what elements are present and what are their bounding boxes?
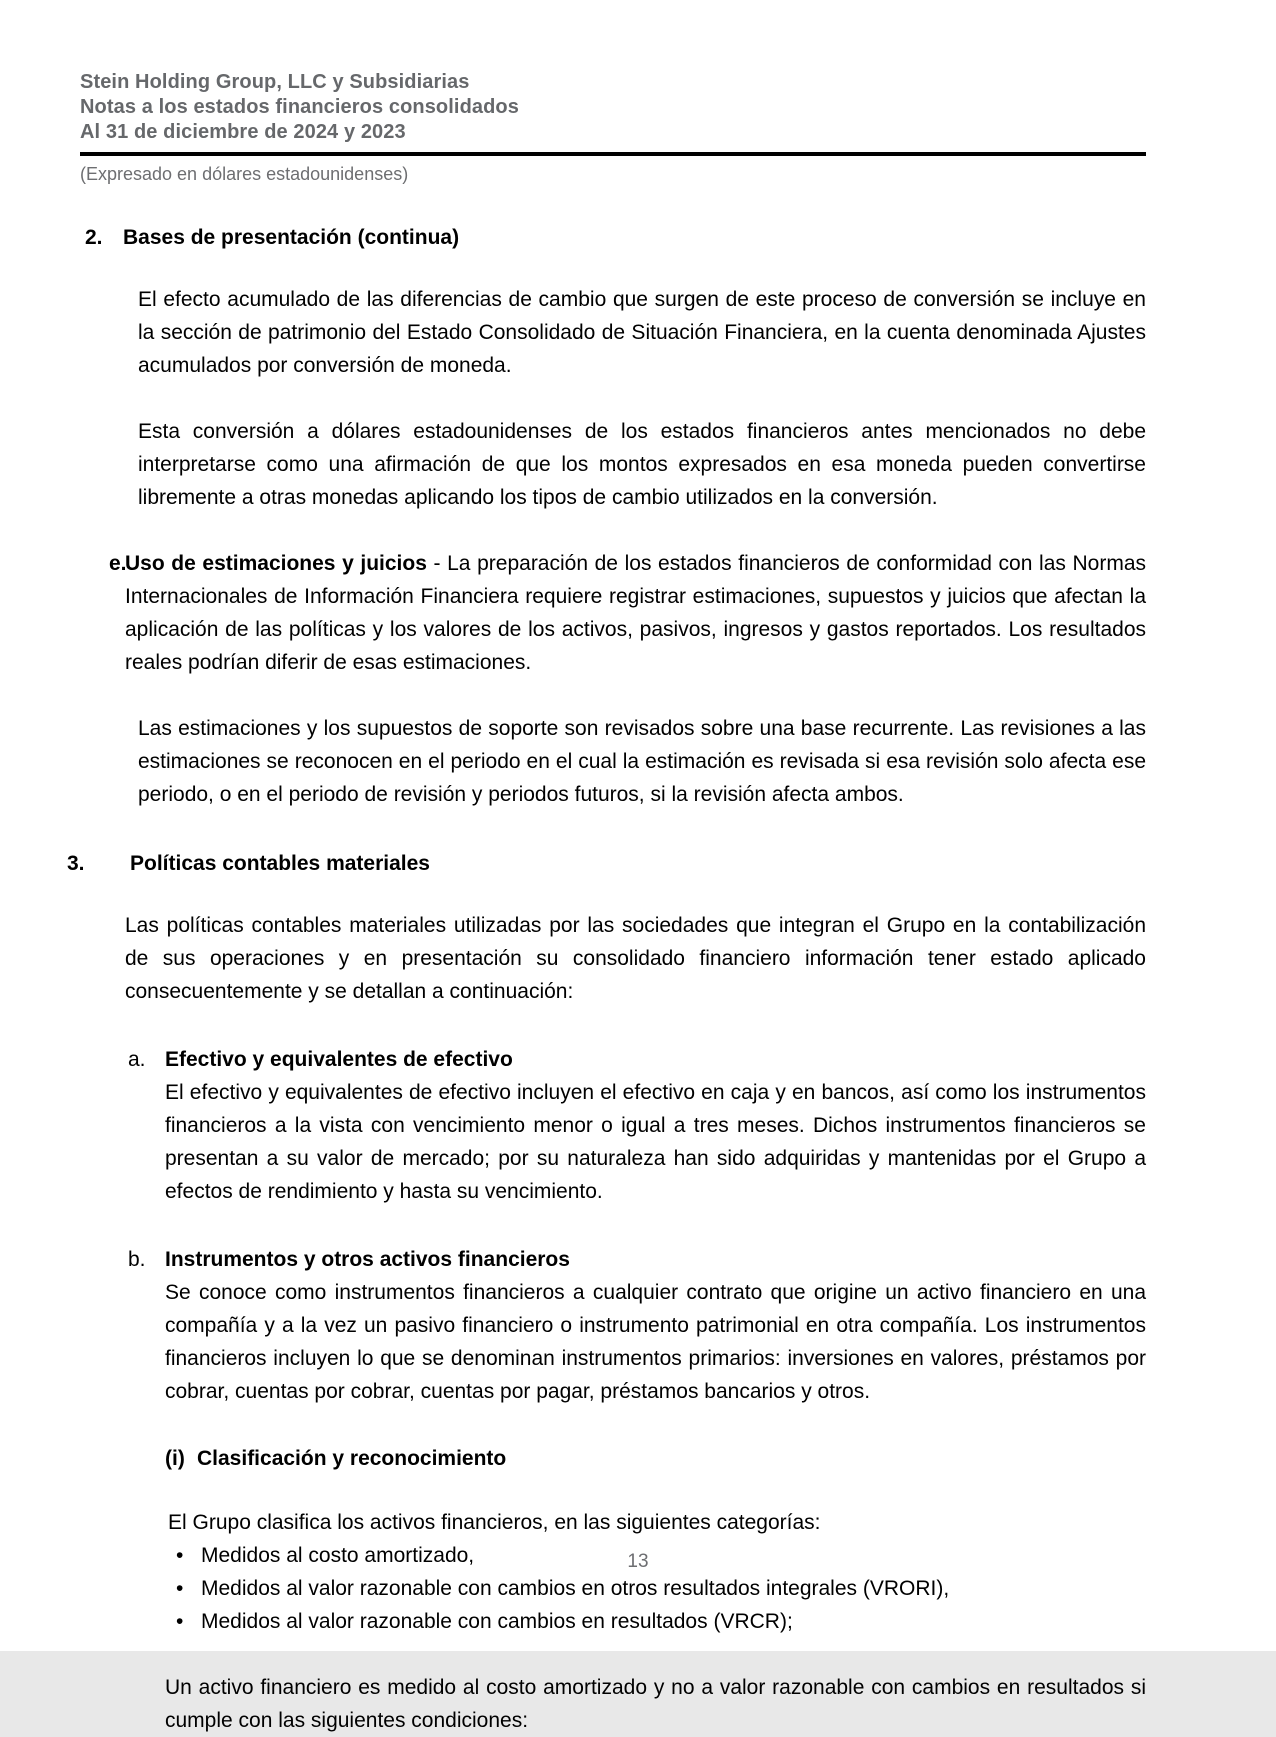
section-2-title: Bases de presentación (continua) [123,226,460,249]
section-3-closing: Un activo financiero es medido al costo amortizado y no a valor razonable con cambios en resultados si cumple con las siguientes condiciones: [165,1676,1146,1732]
document-title: Notas a los estados financieros consolidados [80,96,519,118]
section-3-title: Políticas contables materiales [130,852,430,875]
section-2-item-e [109,547,1146,679]
section-2-paragraph-1: El efecto acumulado de las diferencias de cambio que surgen de este proceso de conversión se incluye en la sección de patrimonio del Estado Consolidado de Situación Financiera, en la cuenta denominada Ajustes acumulados por conversión de moneda. [138,288,1146,377]
item-a-label: a. [128,1048,146,1071]
bullet-text: Medidos al valor razonable con cambios en resultados (VRCR); [201,1610,793,1633]
company-name: Stein Holding Group, LLC y Subsidiarias [80,71,470,93]
subsection-i-heading [165,1446,1146,1471]
section-3-item-b [128,1243,1146,1408]
item-b-label: b. [128,1248,146,1271]
section-3-item-a [128,1043,1146,1208]
list-item [168,1605,1146,1638]
currency-note: (Expresado en dólares estadounidenses) [80,164,409,184]
item-e-text: - La preparación de los estados financieros de conformidad con las Normas Internacionales de Información Financiera requiere registrar estimaciones, supuestos y juicios que afectan la aplicación de las políticas y los valores de los activos, pasivos, ingresos y gastos reportados. Los resultados reales podrían diferir de esas estimaciones. [125,552,1146,674]
section-2-heading [80,225,1146,250]
header-divider [80,152,1146,156]
section-3-heading [67,851,1146,876]
bullet-text: Medidos al valor razonable con cambios en otros resultados integrales (VRORI), [201,1577,950,1600]
bullet-icon: • [176,1577,184,1600]
subsection-i-title: Clasificación y reconocimiento [197,1447,507,1470]
item-a-heading: Efectivo y equivalentes de efectivo [165,1048,513,1071]
document-header [80,70,1146,185]
section-3-intro: Las políticas contables materiales utilizadas por las sociedades que integran el Grupo en la contabilización de sus operaciones y en presentación su consolidado financiero información tener estado aplicado consecuentemente y se detallan a continuación: [125,914,1146,1003]
report-date-line: Al 31 de diciembre de 2024 y 2023 [80,121,406,143]
section-2-number: 2. [85,226,103,249]
item-b-body: Se conoce como instrumentos financieros a cualquier contrato que origine un activo financiero en una compañía y a la vez un pasivo financiero o instrumento patrimonial en otra compañía. Los instrumentos financieros incluyen lo que se denominan instrumentos primarios: inversiones en valores, préstamos por cobrar, cuentas por cobrar, cuentas por pagar, préstamos bancarios y otros. [165,1281,1146,1403]
subsection-i-label: (i) [165,1447,185,1470]
item-b-heading: Instrumentos y otros activos financieros [165,1248,570,1271]
section-2-paragraph-3: Las estimaciones y los supuestos de soporte son revisados sobre una base recurrente. Las revisiones a las estimaciones se reconocen en el periodo en el cual la estimación es revisada si esa revisión solo afecta ese periodo, o en el periodo de revisión y periodos futuros, si la revisión afecta ambos. [138,717,1146,806]
item-e-lead: Uso de estimaciones y juicios [125,552,427,575]
list-item [168,1572,1146,1605]
bullet-icon: • [176,1544,184,1567]
section-3-number: 3. [67,852,85,875]
bullet-icon: • [176,1610,184,1633]
item-a-body: El efectivo y equivalentes de efectivo incluyen el efectivo en caja y en bancos, así como los instrumentos financieros a la vista con vencimiento menor o igual a tres meses. Dichos instrumentos financieros se presentan a su valor de mercado; por su naturaleza han sido adquiridas y mantenidas por el Grupo a efectos de rendimiento y hasta su vencimiento. [165,1081,1146,1203]
bullet-text: Medidos al costo amortizado, [201,1544,475,1567]
item-e-label: e. [109,552,127,575]
page-number: 13 [627,1551,649,1572]
classification-intro: El Grupo clasifica los activos financieros, en las siguientes categorías: [168,1511,821,1534]
section-2-paragraph-2: Esta conversión a dólares estadounidenses de los estados financieros antes mencionados no debe interpretarse como una afirmación de que los montos expresados en esa moneda pueden convertirse libremente a otras monedas aplicando los tipos de cambio utilizados en la conversión. [138,420,1146,509]
